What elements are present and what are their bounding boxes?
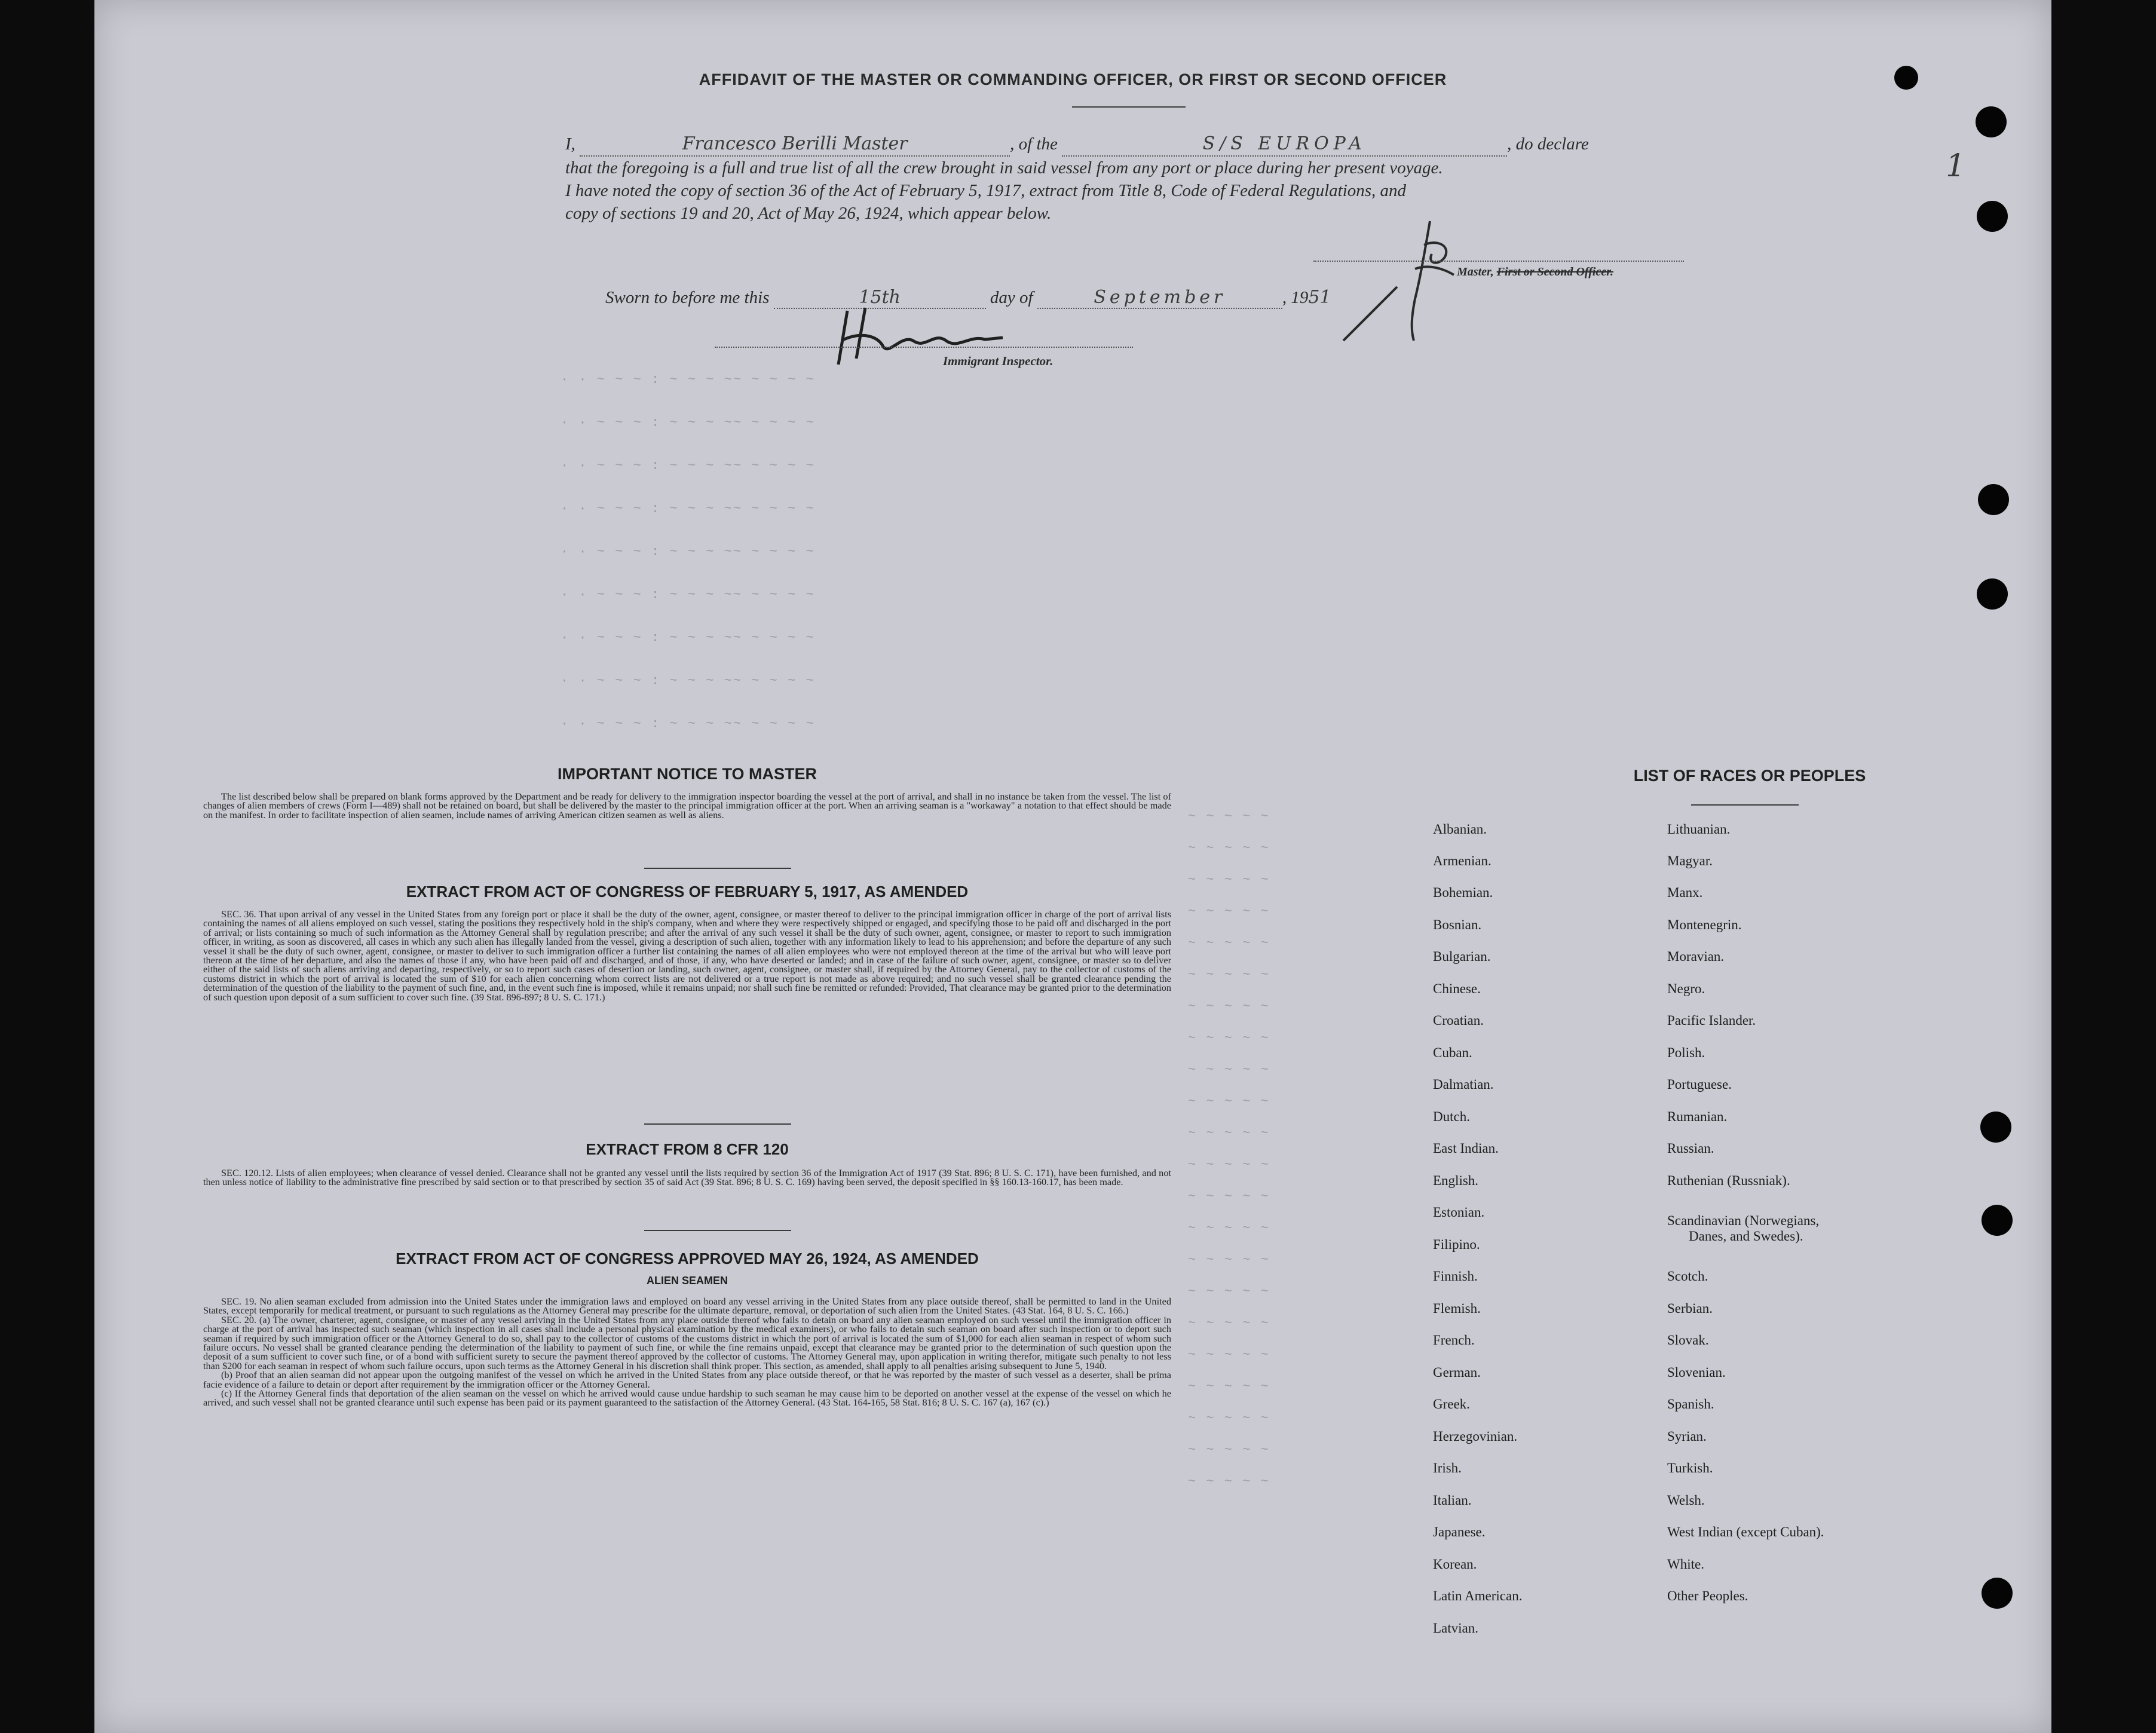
race-item: Bosnian. xyxy=(1433,917,1482,932)
race-item: Latvian. xyxy=(1433,1621,1478,1636)
punch-hole xyxy=(1982,1578,2013,1609)
inspector-signature-line xyxy=(715,347,1133,348)
punch-hole xyxy=(1978,484,2009,515)
section-19-paragraph: SEC. 19. No alien seaman excluded from admission into the United States under the immigration laws and employed on board any vessel arriving in the United States from any place outside thereof, shall be permitted to land in the United States, except temporarily for medical treatment, or pursuant to such regulations as the Attorney General may prescribe for the ultimate departure, removal, or deportation of such alien from the United States. (43 Stat. 164, 8 U. S. C. 166.) xyxy=(203,1296,1171,1316)
master-signature xyxy=(1325,209,1469,347)
race-item: West Indian (except Cuban). xyxy=(1667,1524,1824,1539)
declaration-line-2: that the foregoing is a full and true list of all the crew brought in said vessel from any port or place during her present voyage. xyxy=(565,158,1443,177)
race-item: French. xyxy=(1433,1333,1475,1348)
of-the-text: , of the xyxy=(1010,134,1058,154)
race-item: Pacific Islander. xyxy=(1667,1013,1756,1028)
master-signature-caption xyxy=(1457,265,1613,279)
race-item: Latin American. xyxy=(1433,1588,1523,1603)
race-item: Slovak. xyxy=(1667,1333,1709,1348)
race-item: Estonian. xyxy=(1433,1205,1485,1220)
race-item: Danes, and Swedes). xyxy=(1689,1229,1803,1244)
race-item: Finnish. xyxy=(1433,1269,1478,1284)
race-item: Montenegrin. xyxy=(1667,917,1742,932)
race-item: Cuban. xyxy=(1433,1045,1472,1060)
race-item: Bulgarian. xyxy=(1433,949,1491,964)
section-20c-paragraph: (c) If the Attorney General finds that deportation of the alien seaman on the vessel on which he arrived would cause undue hardship to such seaman he may cause him to be deported on another vessel at the expense of the vessel on which he arrived, and such vessel shall not be granted clearance until such expense has been paid or its payment guaranteed to the satisfaction of the Attorney General. (43 Stat. 164-165, 58 Stat. 816; 8 U. S. C. 167 (a), 167 (c).) xyxy=(203,1388,1171,1409)
race-item: Manx. xyxy=(1667,885,1703,900)
race-item: Armenian. xyxy=(1433,853,1492,868)
notice-text xyxy=(203,792,1171,819)
section-36-paragraph: SEC. 36. That upon arrival of any vessel in the United States from any foreign port or place it shall be the duty of the owner, agent, consignee, or master thereof to deliver to the principal immigration officer in charge of the port of arrival lists containing the names of all aliens employed on such vessel, stating the positions they respectively hold in the ship's company, when and where they were respectively shipped or engaged, and specifying those to be paid off and discharged in the port of arrival; or lists containing so much of such information as the Attorney General shall by regulation prescribe; and after the arrival of any such vessel it shall be the duty of such owner, agent, consignee, or master to report to such immigration officer, in writing, as soon as discovered, all cases in which any such alien has illegally landed from the vessel, giving a description of such alien, together with any information likely to lead to his apprehension; and before the departure of any such vessel it shall be the duty of such owner, agent, consignee, or master to deliver to such immigration officer a further list containing the names of all alien employees who were not employed thereon at the time of the arrival but who will leave port thereon at the time of her departure, and also the names of those if any, who have been paid off and discharged, and of those, if any, who have deserted or landed; and in case of the failure of such owner, agent, consignee, or master so to deliver either of the said lists of such aliens arriving and departing, respectively, or so to report such cases of desertion or landing, such owner, agent, consignee, or master shall, if required by the Attorney General, pay to the collector of customs of the customs district in which the port of arrival is located the sum of $10 for each alien concerning whom correct lists are not delivered or a true report is not made as above required; and no such vessel shall be granted clearance pending the determination of the question of the liability to the payment of such fine, and, in the event such fine is imposed, while it remains unpaid; nor shall such fine be remitted or refunded: Provided, That clearance may be granted prior to the determination of such question upon deposit of a sum sufficient to cover such fine. (39 Stat. 896-897; 8 U. S. C. 171.) xyxy=(203,908,1171,1003)
extract-cfr-text xyxy=(203,1168,1171,1187)
extract-cfr-title: EXTRACT FROM 8 CFR 120 xyxy=(586,1140,789,1158)
race-item: Russian. xyxy=(1667,1141,1714,1156)
race-item: Japanese. xyxy=(1433,1524,1486,1539)
punch-hole xyxy=(1977,201,2008,232)
section-divider xyxy=(644,868,791,869)
race-item: Welsh. xyxy=(1667,1493,1705,1508)
master-name-field: Francesco Berilli Master xyxy=(580,133,1010,157)
sworn-day-field: 15th xyxy=(774,287,986,309)
form-page xyxy=(94,0,2051,1733)
master-caption-text: Master, xyxy=(1457,265,1494,278)
race-item: Slovenian. xyxy=(1667,1365,1726,1380)
race-item: Albanian. xyxy=(1433,822,1487,837)
declaration xyxy=(565,133,1796,225)
punch-hole xyxy=(1982,1205,2013,1236)
race-item: White. xyxy=(1667,1557,1704,1572)
race-item: Chinese. xyxy=(1433,981,1481,996)
do-declare-text: , do declare xyxy=(1507,134,1589,154)
race-item: Polish. xyxy=(1667,1045,1705,1060)
race-item: Italian. xyxy=(1433,1493,1472,1508)
notice-paragraph: The list described below shall be prepared on blank forms approved by the Department and be ready for delivery to the immigration inspector boarding the vessel at the port of arrival, and shall in no instance be taken from the vessel. The list of changes of alien members of crews (Form I—489) shall not be retained on board, but shall be delivered by the master to the principal immigration officer at the port. When an arriving seaman is a "workaway" a notation to that effect should be made on the manifest. In order to facilitate inspection of alien seamen, include names of arriving American citizen seamen as well as aliens. xyxy=(203,791,1171,820)
race-item: Magyar. xyxy=(1667,853,1713,868)
punch-hole xyxy=(1976,106,2007,137)
extract-1917-text xyxy=(203,910,1171,1002)
extract-1924-text xyxy=(203,1297,1171,1407)
race-item: Other Peoples. xyxy=(1667,1588,1748,1603)
race-item: Rumanian. xyxy=(1667,1109,1728,1124)
vessel-name-field: S/S EUROPA xyxy=(1062,133,1507,157)
races-title: LIST OF RACES OR PEOPLES xyxy=(1633,767,1866,785)
race-item: Ruthenian (Russniak). xyxy=(1667,1173,1790,1188)
affidavit-title: AFFIDAVIT OF THE MASTER OR COMMANDING OFFICER, OR FIRST OR SECOND OFFICER xyxy=(699,71,1447,88)
race-item: Croatian. xyxy=(1433,1013,1484,1028)
page-number-mark: 1 xyxy=(1946,148,1966,184)
race-item: Syrian. xyxy=(1667,1429,1707,1444)
race-item: Lithuanian. xyxy=(1667,822,1731,837)
race-item: English. xyxy=(1433,1173,1479,1188)
section-20a-paragraph: SEC. 20. (a) The owner, charterer, agent, consignee, or master of any vessel arriving in the United States from any place outside thereof who fails to detain on board any alien seaman employed on such vessel until the immigration officer in charge at the port of arrival has inspected such seaman (which inspection in all cases shall include a personal physical examination by the medical examiners), or who fails to detain such seaman on board after such inspection or to deport such seaman if required by such immigration officer or the Attorney General to do so, shall pay to the collector of customs of the customs district in which the port of arrival is located the sum of $1,000 for each alien seaman in respect of whom such failure occurs. No vessel shall be granted clearance pending the determination of the liability to payment of such fine, or while the fine remains unpaid, except that clearance may be granted prior to the determination of such question upon the deposit of a sum sufficient to cover such fine, or of a bond with sufficient surety to secure the payment thereof approved by the collector of customs. The Attorney General may, upon application in writing therefor, mitigate such penalty to not less than $200 for each seaman in respect of whom such failure occurs, upon such terms as the Attorney General in his discretion shall think proper. This section, as amended, shall apply to all penalties arising subsequent to June 5, 1940. xyxy=(203,1313,1171,1371)
punch-hole xyxy=(1980,1112,2011,1143)
inspector-caption: Immigrant Inspector. xyxy=(943,354,1054,368)
extract-1924-title: EXTRACT FROM ACT OF CONGRESS APPROVED MAY 26, 1924, AS AMENDED xyxy=(396,1250,979,1267)
sworn-month-field: September xyxy=(1037,287,1282,309)
sworn-label: Sworn to before me this xyxy=(605,288,770,307)
race-item: Herzegovinian. xyxy=(1433,1429,1518,1444)
race-item: Moravian. xyxy=(1667,949,1725,964)
race-item: Serbian. xyxy=(1667,1301,1713,1316)
extract-1917-title: EXTRACT FROM ACT OF CONGRESS OF FEBRUARY 5, 1917, AS AMENDED xyxy=(406,883,969,901)
alien-seamen-subtitle: ALIEN SEAMEN xyxy=(646,1275,728,1287)
struck-officer-text: First or Second Officer. xyxy=(1496,265,1613,278)
race-item: Dutch. xyxy=(1433,1109,1470,1124)
race-item: Korean. xyxy=(1433,1557,1477,1572)
declaration-line-4: copy of sections 19 and 20, Act of May 26, 1924, which appear below. xyxy=(565,204,1052,223)
race-item: Bohemian. xyxy=(1433,885,1493,900)
declaration-line-1 xyxy=(565,133,1796,157)
section-divider xyxy=(644,1230,791,1231)
bleed-through-marks: ~ ~ ~ ~ ~ ~ ~ ~ ~ ~ ~ ~ ~ ~ ~ ~ ~ ~ ~ ~ ~ ~ ~ ~ ~ ~ ~ ~ ~ ~ ~ ~ ~ ~ ~ ~ ~ ~ ~ ~ ~ ~ ~ ~ ~ ~ ~ ~ ~ ~ ~ ~ ~ ~ ~ ~ ~ ~ ~ ~ ~ ~ ~ ~ ~ ~ ~ ~ ~ ~ ~ ~ ~ ~ ~ ~ ~ ~ ~ ~ ~ ~ ~ ~ ~ ~ ~ ~ ~ ~ ~ ~ ~ ~ ~ ~ ~ ~ ~ ~ ~ ~ ~ ~ ~ ~ ~ ~ ~ ~ xyxy=(1188,809,1270,1489)
race-item: Greek. xyxy=(1433,1397,1470,1411)
section-120-paragraph: SEC. 120.12. Lists of alien employees; when clearance of vessel denied. Clearance shall not be granted any vessel until the lists required by section 36 of the Immigration Act of 1917 (39 Stat. 896; 8 U. S. C. 171), have been furnished, and not then unless notice of liability to the administrative fine prescribed by said section or to that prescribed by section 35 of said Act (39 Stat. 896; 8 U. S. C. 169) having been served, the deposit specified in §§ 160.13-160.17, has been made. xyxy=(203,1167,1171,1188)
race-item: Scandinavian (Norwegians, xyxy=(1667,1213,1820,1228)
race-item: Negro. xyxy=(1667,981,1705,996)
section-divider xyxy=(644,1123,791,1125)
race-item: Flemish. xyxy=(1433,1301,1481,1316)
master-signature-line xyxy=(1313,261,1684,262)
declaration-prefix: I, xyxy=(565,134,575,154)
sworn-year-field: 51 xyxy=(1308,287,1331,308)
punch-hole xyxy=(1977,578,2008,610)
year-prefix: , 19 xyxy=(1282,288,1309,307)
bleed-through-marks: · · ~ ~ ~ : ~ ~ ~ ~~ ~ ~ ~ ~ · · ~ ~ ~ : ~ ~ ~ ~~ ~ ~ ~ ~ · · ~ ~ ~ : ~ ~ ~ ~~ ~ ~ ~ ~ · · ~ ~ ~ : ~ ~ ~ ~~ ~ ~ ~ ~ · · ~ ~ ~ : ~ ~ ~ ~~ ~ ~ ~ ~ · · ~ ~ ~ : ~ ~ ~ ~~ ~ ~ ~ ~ · · ~ ~ ~ : ~ ~ ~ ~~ ~ ~ ~ ~ · · ~ ~ ~ : ~ ~ ~ ~~ ~ ~ ~ ~ · · ~ ~ ~ : ~ ~ ~ ~~ ~ ~ ~ ~ xyxy=(561,372,815,731)
race-item: Portuguese. xyxy=(1667,1077,1732,1092)
day-of-label: day of xyxy=(990,288,1033,307)
race-item: Scotch. xyxy=(1667,1269,1708,1284)
race-item: Spanish. xyxy=(1667,1397,1714,1411)
declaration-line-3: I have noted the copy of section 36 of the Act of February 5, 1917, extract from Title 8, Code of Federal Regulations, and xyxy=(565,181,1407,200)
title-divider xyxy=(1072,106,1186,108)
race-item: Irish. xyxy=(1433,1461,1462,1475)
race-item: Dalmatian. xyxy=(1433,1077,1494,1092)
races-divider xyxy=(1691,804,1799,806)
section-20b-paragraph: (b) Proof that an alien seaman did not appear upon the outgoing manifest of the vessel on which he arrived in the United States from any place outside thereof, or that he was reported by the master of such vessel as a deserter, shall be prima facie evidence of a failure to detain or deport after requirement by the immigration officer or the Attorney General. xyxy=(203,1369,1171,1390)
race-item: German. xyxy=(1433,1365,1481,1380)
notice-title: IMPORTANT NOTICE TO MASTER xyxy=(558,765,817,783)
race-item: Turkish. xyxy=(1667,1461,1713,1475)
race-item: Filipino. xyxy=(1433,1237,1480,1252)
race-item: East Indian. xyxy=(1433,1141,1499,1156)
